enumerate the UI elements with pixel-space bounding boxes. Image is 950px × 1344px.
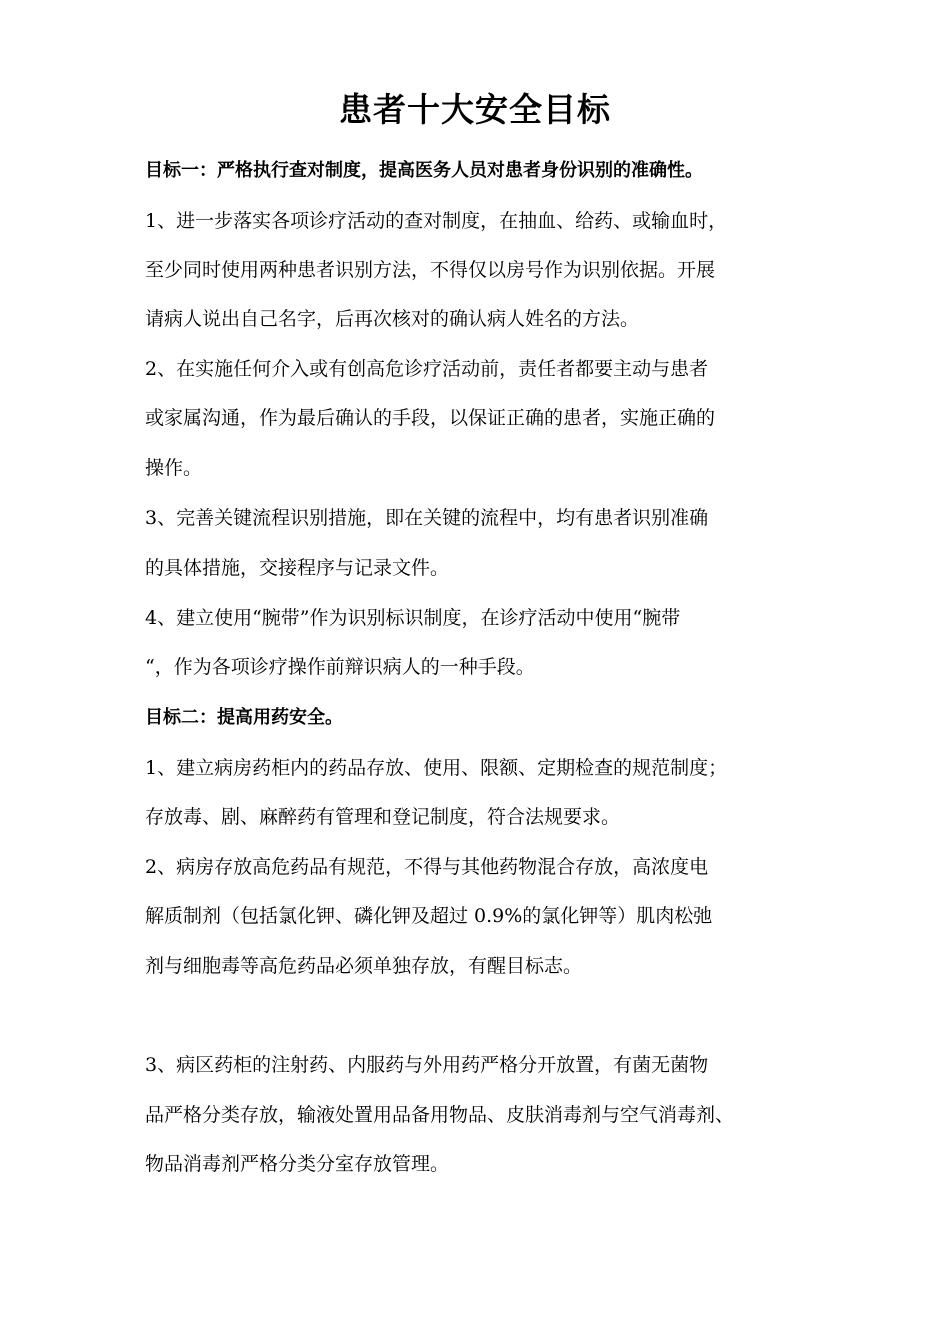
goal2-heading: 目标二：提高用药安全。	[145, 707, 343, 728]
goal2-item3-line3: 物品消毒剂严格分类分室存放管理。	[145, 1153, 450, 1175]
goal2-item3-line2: 品严格分类存放，输液处置用品备用物品、皮肤消毒剂与空气消毒剂、	[145, 1104, 735, 1126]
goal2-item1-line2: 存放毒、剧、麻醉药有管理和登记制度，符合法规要求。	[145, 806, 621, 828]
goal1-item3-line2: 的具体措施，交接程序与记录文件。	[145, 557, 450, 579]
goal1-item2-line1: 2、在实施任何介入或有创高危诊疗活动前，责任者都要主动与患者	[145, 358, 709, 380]
goal1-item4-line2: “，作为各项诊疗操作前辩识病人的一种手段。	[145, 656, 535, 678]
goal2-item2-line3: 剂与细胞毒等高危药品必须单独存放，有醒目标志。	[145, 955, 583, 977]
goal1-item3-line1: 3、完善关键流程识别措施，即在关键的流程中，均有患者识别准确	[145, 507, 709, 529]
page-title: 患者十大安全目标	[339, 90, 611, 129]
goal1-item4-line1: 4、建立使用“腕带”作为识别标识制度，在诊疗活动中使用“腕带	[145, 607, 681, 629]
goal1-item1-line3: 请病人说出自己名字，后再次核对的确认病人姓名的方法。	[145, 308, 640, 330]
goal1-item2-line3: 操作。	[145, 457, 203, 479]
goal2-item1-line1: 1、建立病房药柜内的药品存放、使用、限额、定期检查的规范制度；	[145, 757, 728, 779]
goal1-heading: 目标一：严格执行查对制度，提高医务人员对患者身份识别的准确性。	[145, 160, 703, 181]
goal2-item2-line1: 2、病房存放高危药品有规范，不得与其他药物混合存放，高浓度电	[145, 856, 709, 878]
goal2-item2-line2: 解质制剂（包括氯化钾、磷化钾及超过 0.9%的氯化钾等）肌肉松弛	[145, 905, 713, 927]
goal2-item3-line1: 3、病区药柜的注射药、内服药与外用药严格分开放置，有菌无菌物	[145, 1054, 709, 1076]
goal1-item2-line2: 或家属沟通，作为最后确认的手段，以保证正确的患者，实施正确的	[145, 407, 716, 429]
goal1-item1-line1: 1、进一步落实各项诊疗活动的查对制度，在抽血、给药、或输血时，	[145, 210, 728, 232]
goal1-item1-line2: 至少同时使用两种患者识别方法，不得仅以房号作为识别依据。开展	[145, 259, 716, 281]
